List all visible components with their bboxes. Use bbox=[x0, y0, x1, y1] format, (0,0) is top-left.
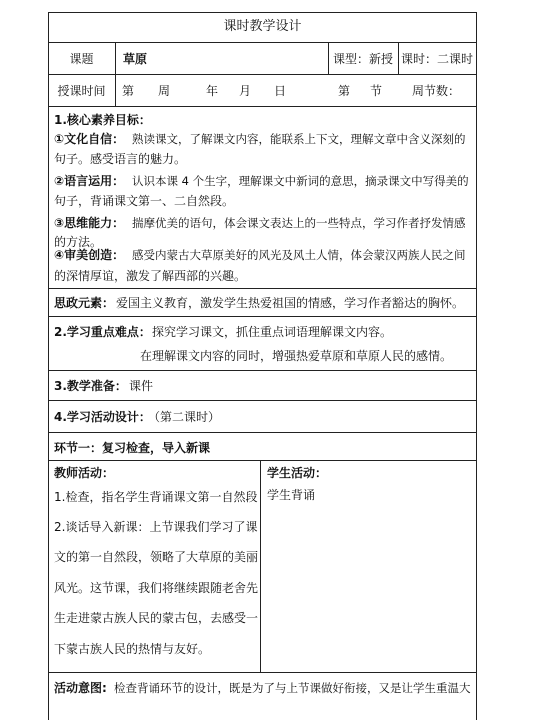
col-divider bbox=[115, 42, 116, 106]
teacher-activity-line: 风光。这节课，我们将继续跟随老舍先 bbox=[54, 581, 259, 595]
goal-text: 句子。感受语言的魅力。 bbox=[54, 152, 187, 166]
teacher-activity-label: 教师活动： bbox=[54, 466, 115, 480]
year-label: 年 bbox=[206, 84, 219, 98]
keypoints-line1: 探究学习课文，抓住重点词语理解课文内容。 bbox=[152, 325, 393, 339]
goal-label: ②语言运用： bbox=[54, 174, 125, 188]
table-border-right bbox=[476, 12, 477, 720]
intent-label: 活动意图: bbox=[54, 681, 107, 695]
goal-text: 句子，背诵课文第一、二自然段。 bbox=[54, 194, 235, 208]
month-label: 月 bbox=[239, 84, 252, 98]
goal-label: ④审美创造： bbox=[54, 248, 125, 262]
row-divider bbox=[48, 42, 477, 43]
ideology-text: 爱国主义教育，激发学生热爱祖国的情感，学习作者豁达的胸怀。 bbox=[116, 296, 465, 310]
row-divider bbox=[48, 400, 477, 401]
goal-text: 认识本课 4 个生字，理解课文中新词的意思，摘录课文中写得美的 bbox=[132, 174, 469, 188]
table-border-left bbox=[48, 12, 49, 720]
teacher-activity-line: 下蒙古族人民的热情与友好。 bbox=[54, 642, 211, 656]
row-divider bbox=[48, 460, 477, 461]
keypoints-label: 2.学习重点难点： bbox=[54, 325, 151, 339]
section-prefix: 第 bbox=[338, 84, 351, 98]
design-text: （第二课时） bbox=[148, 410, 221, 424]
day-label: 日 bbox=[274, 84, 287, 98]
goal-label: ③思维能力： bbox=[54, 216, 125, 230]
topic-label: 课题 bbox=[69, 52, 94, 66]
page-title: 课时教学设计 bbox=[223, 19, 302, 34]
row-divider bbox=[48, 316, 477, 317]
goal-text: 揣摩优美的语句，体会课文表达上的一些特点，学习作者抒发情感 bbox=[132, 216, 466, 230]
week-prefix: 第 bbox=[122, 84, 135, 98]
row-divider bbox=[48, 106, 477, 107]
goal-text: 的方法。 bbox=[54, 235, 103, 249]
row-divider bbox=[48, 74, 477, 75]
lesson-period: 课时：二课时 bbox=[400, 52, 473, 66]
row-divider bbox=[48, 370, 477, 371]
periods-per-week: 周节数： bbox=[412, 84, 461, 98]
student-activity-text: 学生背诵 bbox=[267, 488, 316, 502]
prep-text: 课件 bbox=[129, 379, 154, 393]
ideology-label: 思政元素： bbox=[54, 296, 115, 310]
goals-title: 1.核心素养目标： bbox=[54, 113, 151, 127]
goal-text: 感受内蒙古大草原美好的风光及风土人情，体会蒙汉两族人民之间 bbox=[132, 248, 466, 262]
prep-label: 3.教学准备： bbox=[54, 379, 127, 393]
col-divider bbox=[260, 460, 261, 672]
goal-label: ①文化自信： bbox=[54, 132, 125, 146]
teacher-activity-line: 2.谈话导入新课：上节课我们学习了课 bbox=[54, 520, 258, 534]
row-divider bbox=[48, 432, 477, 433]
row-divider bbox=[48, 672, 477, 673]
lesson-type: 课型：新授 bbox=[332, 52, 393, 66]
design-label: 4.学习活动设计： bbox=[54, 410, 151, 424]
row-divider bbox=[48, 288, 477, 289]
intent-text: 检查背诵环节的设计，既是为了与上节课做好衔接，又是让学生重温大 bbox=[114, 681, 471, 695]
teacher-activity-line: 生走进蒙古族人民的蒙古包，去感受一 bbox=[54, 611, 259, 625]
teaching-time-label: 授课时间 bbox=[57, 84, 106, 98]
goal-text: 熟读课文，了解课文内容，能联系上下文，理解文章中含义深刻的 bbox=[132, 132, 466, 146]
week-label: 周 bbox=[158, 84, 171, 98]
stage-one-heading: 环节一：复习检查，导入新课 bbox=[54, 441, 211, 455]
teacher-activity-line: 文的第一自然段，领略了大草原的美丽 bbox=[54, 550, 259, 564]
teacher-activity-line: 1.检查，指名学生背诵课文第一自然段 bbox=[54, 490, 258, 504]
student-activity-label: 学生活动： bbox=[267, 466, 328, 480]
table-border-top bbox=[48, 12, 477, 13]
keypoints-line2: 在理解课文内容的同时，增强热爱草原和草原人民的感情。 bbox=[140, 349, 453, 363]
topic-value: 草原 bbox=[123, 52, 148, 66]
section-label: 节 bbox=[370, 84, 383, 98]
goal-text: 的深情厚谊，激发了解西部的兴趣。 bbox=[54, 269, 247, 283]
